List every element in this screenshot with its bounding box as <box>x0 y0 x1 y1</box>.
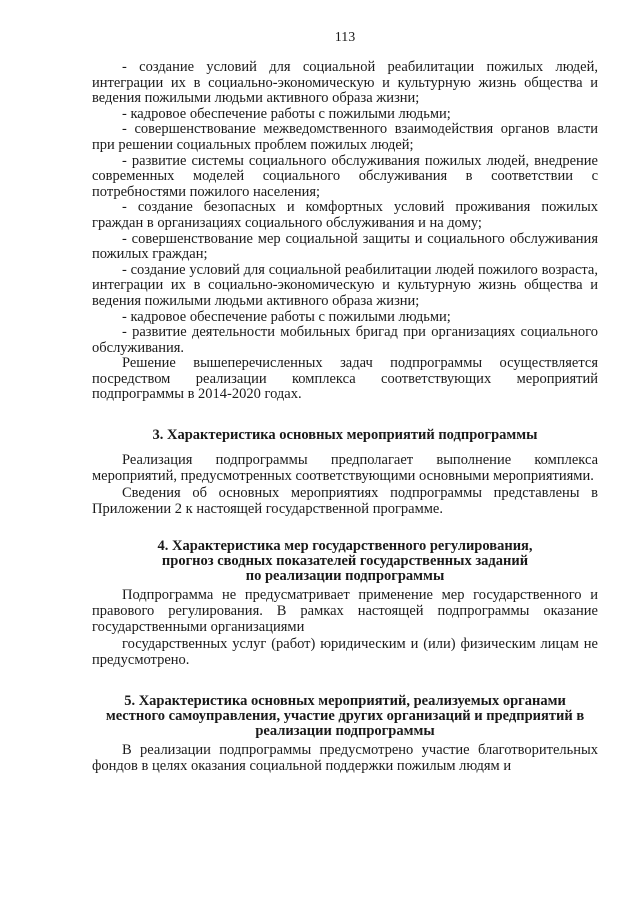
list-item: - создание безопасных и комфортных условий проживания пожилых граждан в организациях социального обслуживания и на дому; <box>92 199 598 231</box>
section-3-heading: 3. Характеристика основных мероприятий подпрограммы <box>152 427 538 444</box>
section-4-heading-line: 4. Характеристика мер государственного регулирования, <box>157 538 533 555</box>
section-3-paragraph: Сведения об основных мероприятиях подпрограммы представлены в Приложении 2 к настоящей государственной программе. <box>92 485 598 517</box>
section-5-heading-line: местного самоуправления, участие других организаций и предприятий в <box>105 708 585 725</box>
section-5-paragraph: В реализации подпрограммы предусмотрено участие благотворительных фондов в целях оказания социальной поддержки пожилым людям и <box>92 742 598 774</box>
list-item: - совершенствование межведомственного взаимодействия органов власти при решении социальных проблем пожилых людей; <box>92 121 598 153</box>
section-4-paragraph: государственных услуг (работ) юридическим и (или) физическим лицам не предусмотрено. <box>92 636 598 668</box>
page-number: 113 <box>334 30 356 45</box>
section-5-heading-line: реализации подпрограммы <box>255 723 435 740</box>
section-3-paragraph: Реализация подпрограммы предполагает выполнение комплекса мероприятий, предусмотренных соответствующими основными мероприятиями. <box>92 452 598 484</box>
list-item: - кадровое обеспечение работы с пожилыми людьми; <box>122 105 451 122</box>
list-item: - создание условий для социальной реабилитации людей пожилого возраста, интеграции их в социально-экономическую и культурную жизнь общества и ведения пожилыми людьми активного образа жизни; <box>92 261 598 309</box>
section-4-paragraph: Подпрограмма не предусматривает применение мер государственного и правового регулирования. В рамках настоящей подпрограммы оказание государственными организациями <box>92 587 598 635</box>
list-item: - кадровое обеспечение работы с пожилыми людьми; <box>122 308 451 325</box>
list-item: - создание условий для социальной реабилитации пожилых людей, интеграции их в социально-экономическую и культурную жизнь общества и ведения пожилыми людьми активного образа жизни; <box>92 59 598 107</box>
section-4-heading-line: по реализации подпрограммы <box>245 568 445 585</box>
list-item: - развитие деятельности мобильных бригад при организациях социального обслуживания. <box>92 324 598 356</box>
summary-paragraph: Решение вышеперечисленных задач подпрограммы осуществляется посредством реализации комплекса соответствующих мероприятий подпрограммы в 2014-2020 годах. <box>92 355 598 403</box>
section-4-heading <box>92 539 598 584</box>
list-item: - совершенствование мер социальной защиты и социального обслуживания пожилых граждан; <box>92 230 598 263</box>
section-5-heading <box>92 694 598 739</box>
section-5-heading-line: 5. Характеристика основных мероприятий, реализуемых органами <box>124 693 566 710</box>
document-page <box>92 30 598 775</box>
section-4-heading-line: прогноз сводных показателей государственных заданий <box>161 553 529 570</box>
list-item: - развитие системы социального обслуживания пожилых людей, внедрение современных моделей социального обслуживания в соответствии с потребностями пожилого населения; <box>92 152 598 200</box>
